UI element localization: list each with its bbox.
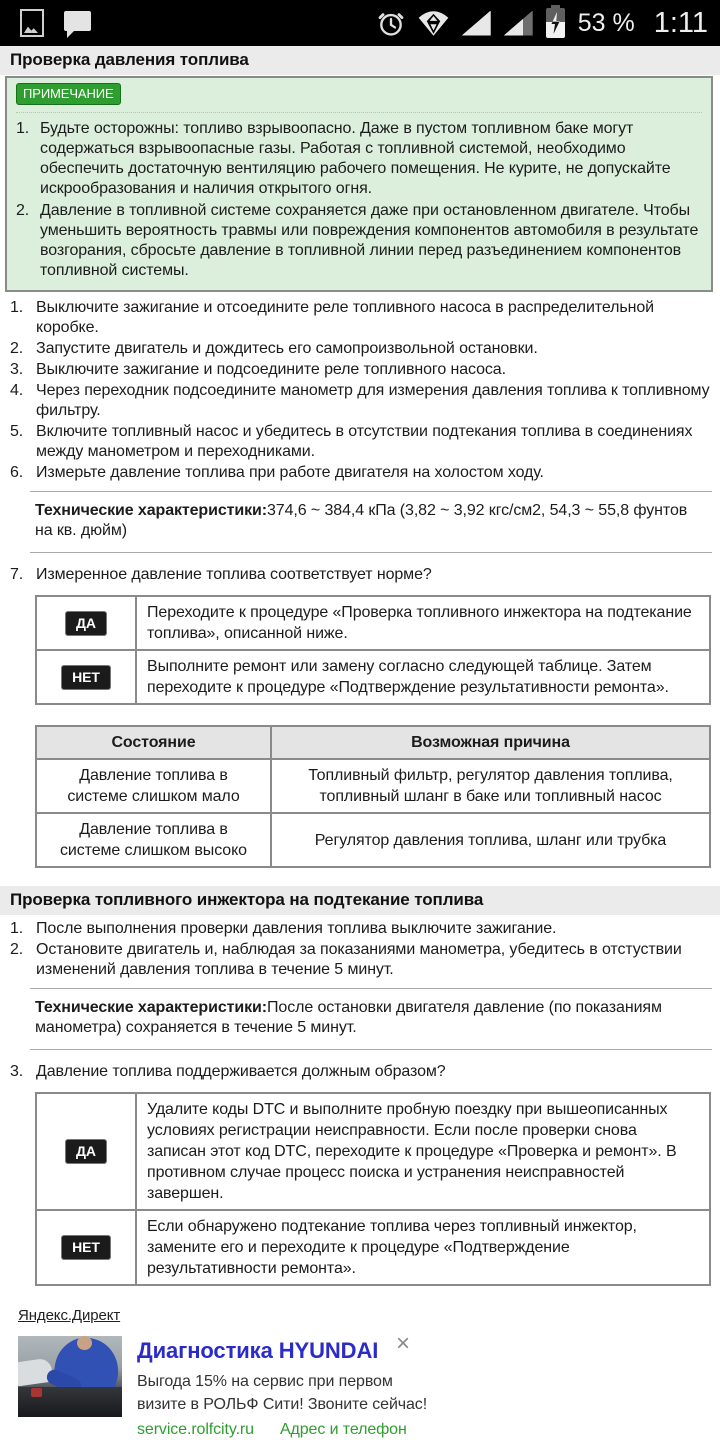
- alarm-icon: [377, 8, 405, 38]
- procedure-steps: [0, 915, 720, 980]
- table-row: [36, 1210, 710, 1285]
- spec-block: [30, 988, 712, 1050]
- signal-icon: [462, 11, 491, 36]
- yes-badge: ДА: [66, 612, 106, 635]
- ad-title-link[interactable]: Диагностика HYUNDAI: [137, 1338, 379, 1363]
- no-action-text: Если обнаружено подтекание топлива через топливный инжектор, замените его и переходите к процедуре «Подтверждение результативности ремонта».: [136, 1210, 710, 1285]
- ad-provider-link[interactable]: Яндекс.Директ: [18, 1307, 121, 1324]
- list-item: 3. Выключите зажигание и подсоедините реле топливного насоса.: [10, 361, 506, 378]
- spec-value: 374,6 ~ 384,4 кПа (3,82 ~ 3,92 кгс/см2, 54,3 ~ 55,8 фунтов на кв. дюйм): [35, 502, 688, 539]
- note-item: 1. Будьте осторожны: топливо взрывоопасно. Даже в пустом топливном баке могут содержаться взрывоопасные газы. Работая с топливной системой, необходимо обеспечить достаточную вентиляцию рабочего помещения. Не курите, не допускайте искрообразования и наличия открытого огня.: [16, 120, 671, 197]
- battery-charging-icon: [546, 8, 565, 38]
- ad-text-line: Выгода 15% на сервис при первом: [137, 1373, 393, 1390]
- table-header-row: Состояние Возможная причина: [36, 726, 710, 759]
- yes-badge: ДА: [66, 1140, 106, 1163]
- ad-text-line: визите в РОЛЬФ Сити! Звоните сейчас!: [137, 1396, 428, 1413]
- procedure-steps: [0, 294, 720, 483]
- spec-value: После остановки двигателя давление (по показаниям манометра) сохраняется в течение 5 минут.: [35, 999, 662, 1036]
- divider: [16, 112, 702, 113]
- ad-contact-link[interactable]: Адрес и телефон: [279, 1421, 407, 1438]
- cause-table: [35, 725, 711, 868]
- screenshot-icon: [20, 9, 44, 37]
- mechanic-head: [77, 1336, 92, 1350]
- list-item: 2. Остановите двигатель и, наблюдая за показаниями манометра, убедитесь в отстуствии изменений давления топлива в течение 5 минут.: [10, 941, 682, 978]
- list-item: 2. Запустите двигатель и дождитесь его самопроизвольной остановки.: [10, 340, 538, 357]
- table-row: Давление топлива в системе слишком мало Топливный фильтр, регулятор давления топлива, топливный шланг в баке или топливный насос: [36, 759, 710, 813]
- status-bar: [0, 0, 720, 46]
- spec-block: [30, 491, 712, 553]
- no-action-text: Выполните ремонт или замену согласно следующей таблице. Затем переходите к процедуре «Подтверждение результативности ремонта».: [136, 650, 710, 704]
- no-badge: НЕТ: [62, 1236, 110, 1259]
- note-item: 2. Давление в топливной системе сохраняется даже при остановленном двигателе. Чтобы уменьшить вероятность травмы или повреждения компонентов автомобиля в результате возгорания, сбросьте давление в топливной линии перед разъединением компонентов топливной системы.: [16, 202, 699, 279]
- yes-no-table-1: [35, 595, 711, 705]
- question-step: 7. Измеренное давление топлива соответствует норме?: [10, 566, 432, 583]
- wifi-data-icon: [418, 10, 449, 37]
- question-step: 3. Давление топлива поддерживается должным образом?: [10, 1063, 446, 1080]
- note-box: [5, 76, 713, 292]
- ad-block: [0, 1292, 720, 1440]
- list-item: 6. Измерьте давление топлива при работе двигателя на холостом ходу.: [10, 464, 544, 481]
- section-title-fuel-pressure: Проверка давления топлива: [0, 46, 720, 75]
- battery-percent: 53 %: [577, 9, 635, 37]
- spec-label: Технические характеристики:: [35, 999, 267, 1016]
- signal-partial-icon: [504, 11, 533, 36]
- yes-action-text: Переходите к процедуре «Проверка топливного инжектора на подтекание топлива», описанной ниже.: [136, 596, 710, 650]
- ad-image[interactable]: [18, 1336, 122, 1417]
- clock-time: 1:11: [653, 7, 708, 39]
- close-icon[interactable]: ×: [396, 1330, 410, 1357]
- yes-action-text: Удалите коды DTC и выполните пробную поездку при вышеописанных условиях регистрации неисправности. Если после проверки снова записан этот код DTC, переходите к процедуре «Проверка и ремонт». В противном случае процесс поиска и устранения неисправностей завершен.: [136, 1093, 710, 1210]
- spec-label: Технические характеристики:: [35, 502, 267, 519]
- table-row: [36, 650, 710, 704]
- table-row: Давление топлива в системе слишком высоко Регулятор давления топлива, шланг или трубка: [36, 813, 710, 867]
- table-row: [36, 596, 710, 650]
- list-item: 5. Включите топливный насос и убедитесь в отсутствии подтекания топлива в соединениях между манометром и переходниками.: [10, 423, 693, 460]
- section-title-injector-leak: Проверка топливного инжектора на подтекание топлива: [0, 886, 720, 915]
- table-row: [36, 1093, 710, 1210]
- no-badge: НЕТ: [62, 666, 110, 689]
- engine-cap-shape: [31, 1388, 42, 1397]
- ad-url-link[interactable]: service.rolfcity.ru: [137, 1421, 254, 1438]
- message-icon: [64, 11, 91, 31]
- list-item: 1. После выполнения проверки давления топлива выключите зажигание.: [10, 920, 557, 937]
- note-badge: ПРИМЕЧАНИЕ: [16, 83, 121, 105]
- list-item: 4. Через переходник подсоедините манометр для измерения давления топлива к топливному фильтру.: [10, 382, 710, 419]
- yes-no-table-2: [35, 1092, 711, 1286]
- list-item: 1. Выключите зажигание и отсоедините реле топливного насоса в распределительной коробке.: [10, 299, 654, 336]
